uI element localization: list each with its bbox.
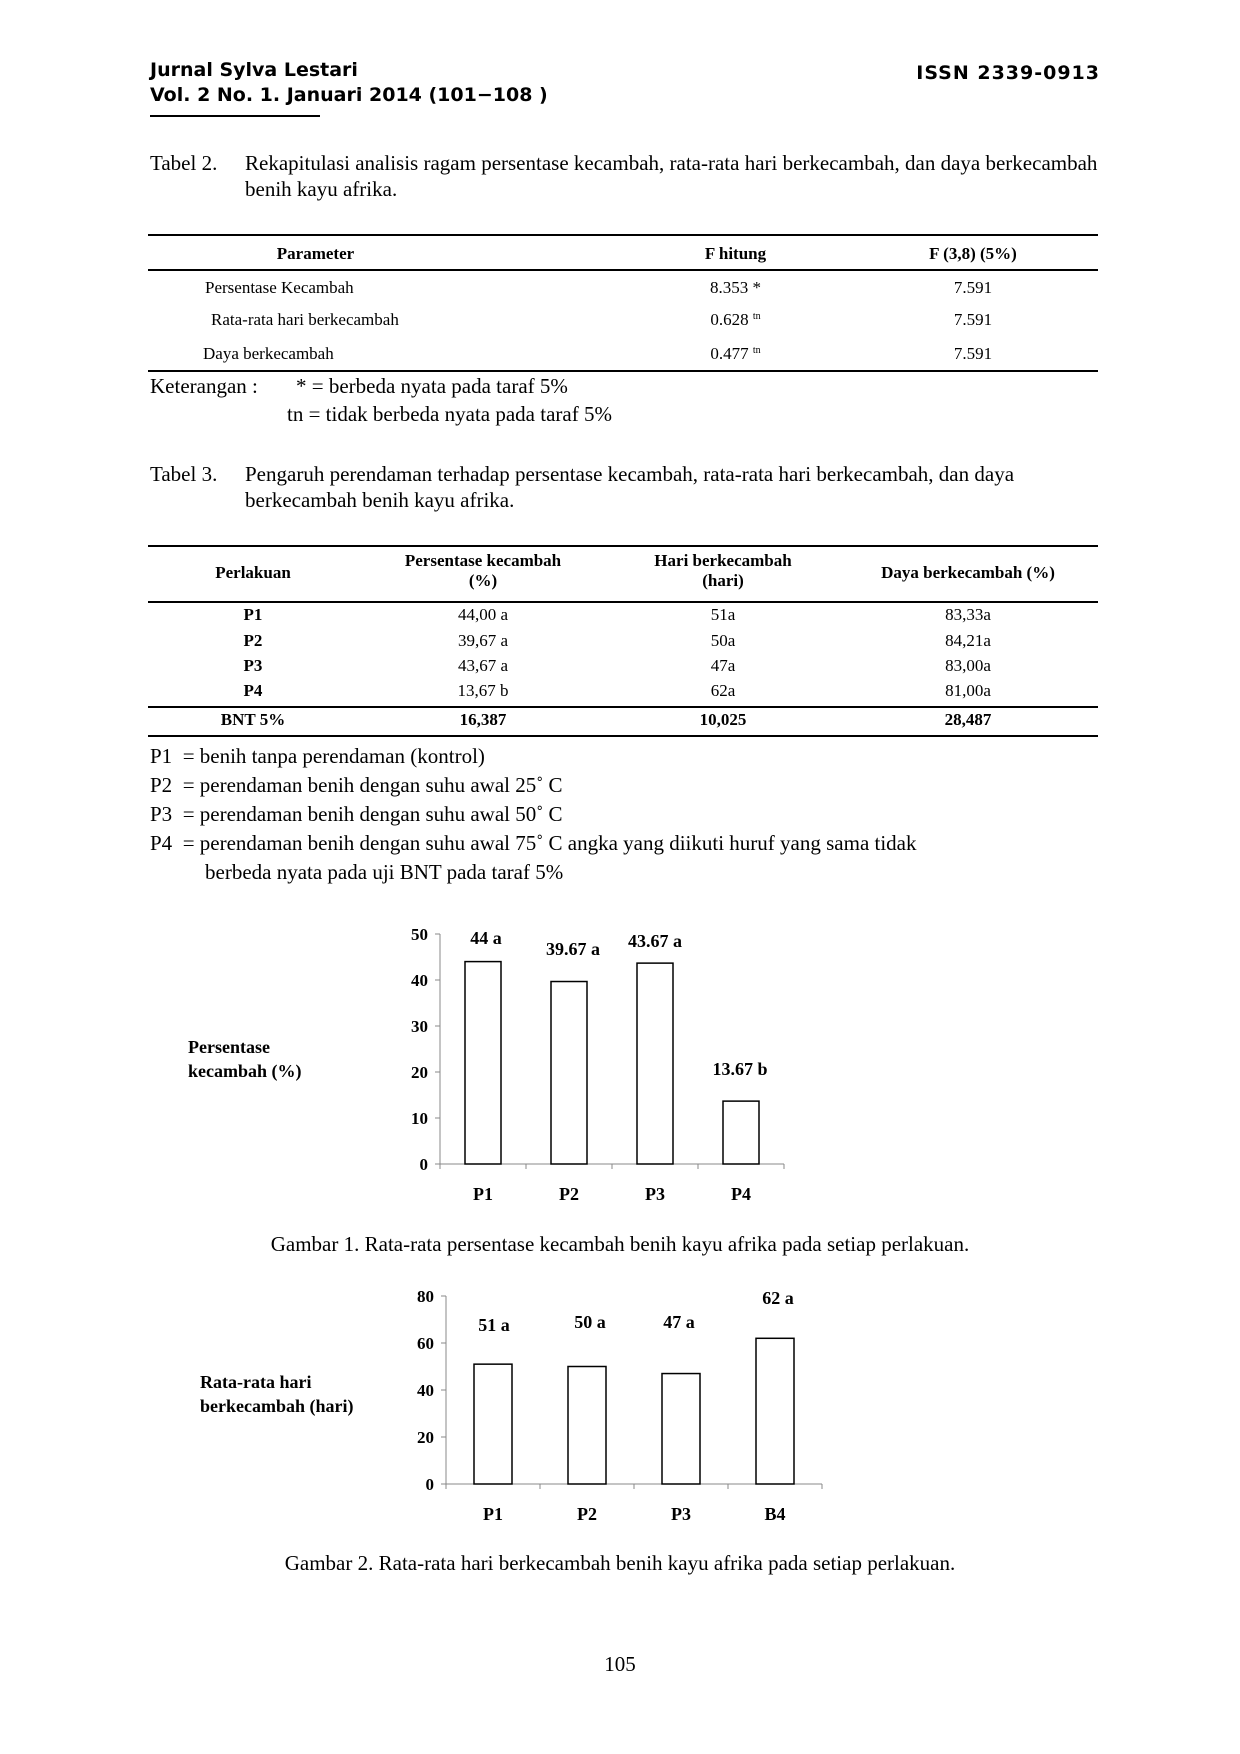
table2-row-ft: 7.591 (953, 278, 993, 297)
table-rule (148, 269, 1098, 271)
table3-row-persen: 13,67 b (457, 681, 509, 700)
legend-code: P4 (150, 831, 173, 855)
table-rule (148, 601, 1098, 603)
table2-f-value: 8.353 * (710, 278, 761, 297)
bar (756, 1338, 794, 1484)
table3-row-hari: 50a (710, 631, 736, 650)
bar (465, 962, 501, 1164)
legend-code: P3 (150, 802, 173, 826)
data-label: 13.67 b (712, 1059, 768, 1079)
table3-caption-text: Pengaruh perendaman terhadap persentase kecambah, rata-rata hari berkecambah, dan daya berkecambah benih kayu afrika. (245, 462, 1015, 512)
table3-row-p: P3 (243, 656, 263, 675)
table2-header-fhitung: F hitung (704, 244, 767, 263)
table3-header-daya: Daya berkecambah (%) (881, 563, 1055, 582)
legend-item (150, 771, 917, 800)
table2-f-value: 0.477 (710, 344, 749, 363)
table-rule (148, 234, 1098, 236)
bar (551, 982, 587, 1164)
y-tick-label: 80 (417, 1287, 434, 1306)
legend-text: = benih tanpa perendaman (kontrol) (182, 744, 485, 768)
table2-row-f (648, 310, 823, 330)
table-rule (148, 706, 1098, 708)
table3-header-perlakuan: Perlakuan (215, 563, 291, 582)
y-tick-label: 50 (411, 925, 428, 944)
table2 (148, 234, 1098, 374)
table2-row-param: Daya berkecambah (203, 344, 334, 363)
table2-f-value: 0.628 (710, 310, 749, 329)
table3-row-daya: 83,00a (945, 656, 991, 675)
table2-row-f (648, 344, 823, 364)
table3-row-hari: 51a (710, 605, 736, 624)
table3-row-daya: 81,00a (945, 681, 991, 700)
data-label: 47 a (663, 1312, 695, 1332)
table3-bnt-label: BNT 5% (220, 710, 286, 729)
header-line: Persentase kecambah (404, 551, 562, 570)
legend-code: P2 (150, 773, 173, 797)
table3-bnt-persen: 16,387 (459, 710, 507, 729)
y-tick-label: 40 (417, 1381, 434, 1400)
bar (723, 1101, 759, 1164)
table2-header-param: Parameter (276, 244, 355, 263)
y-axis-label: Rata-rata hari (200, 1372, 312, 1392)
x-tick-label: P3 (671, 1504, 691, 1524)
table3-bnt-daya: 28,487 (944, 710, 992, 729)
table3-header-persen (358, 551, 608, 591)
table2-caption (150, 150, 1110, 206)
y-tick-label: 20 (411, 1063, 428, 1082)
table3-row-persen: 39,67 a (457, 631, 509, 650)
y-tick-label: 40 (411, 971, 428, 990)
table3-row-p: P2 (243, 631, 263, 650)
bar (637, 963, 673, 1164)
table2-row-param: Rata-rata hari berkecambah (211, 310, 399, 329)
y-axis-label: Persentase (188, 1037, 270, 1057)
table3-row-hari: 62a (710, 681, 736, 700)
data-label: 39.67 a (546, 939, 600, 959)
issn: ISSN 2339-0913 (916, 62, 1100, 84)
table2-f-sup: tn (752, 345, 761, 356)
legend-continuation: berbeda nyata pada uji BNT pada taraf 5% (205, 860, 564, 884)
x-tick-label: P2 (577, 1504, 597, 1524)
table3-legend (150, 742, 917, 887)
table3-row-persen: 43,67 a (457, 656, 509, 675)
table2-row-f (648, 278, 823, 298)
table3-row-persen: 44,00 a (457, 605, 509, 624)
header-line: (%) (468, 571, 498, 590)
table3-row-p: P4 (243, 681, 263, 700)
legend-text: = perendaman benih dengan suhu awal 75˚ C angka yang diikuti huruf yang sama tidak (182, 831, 917, 855)
figure2-bar-chart (0, 1270, 1240, 1540)
y-tick-label: 60 (417, 1334, 434, 1353)
legend-code: P1 (150, 744, 173, 768)
table3-bnt-hari: 10,025 (699, 710, 747, 729)
table2-f-sup: tn (752, 311, 761, 322)
table3 (148, 545, 1098, 737)
journal-header (150, 58, 548, 108)
table2-caption-text: Rekapitulasi analisis ragam persentase kecambah, rata-rata hari berkecambah, dan daya berkecambah benih kayu afrika. (245, 151, 1098, 201)
table2-row-ft: 7.591 (953, 344, 993, 363)
header-underline (150, 115, 320, 117)
table-rule (148, 545, 1098, 547)
table2-label: Tabel 2. (150, 151, 218, 175)
figure2-caption: Gambar 2. Rata-rata hari berkecambah benih kayu afrika pada setiap perlakuan. (284, 1551, 956, 1575)
table3-header-hari (608, 551, 838, 591)
y-axis-label: berkecambah (hari) (200, 1396, 354, 1416)
legend-item (150, 829, 917, 858)
data-label: 43.67 a (628, 931, 682, 951)
data-label: 62 a (762, 1288, 794, 1308)
table2-row-ft: 7.591 (953, 310, 993, 329)
figure1-caption: Gambar 1. Rata-rata persentase kecambah benih kayu afrika pada setiap perlakuan. (270, 1232, 970, 1256)
y-tick-label: 0 (419, 1155, 428, 1174)
y-axis-label: kecambah (%) (188, 1061, 302, 1081)
table3-row-p: P1 (243, 605, 263, 624)
bar (662, 1374, 700, 1484)
table-rule (148, 370, 1098, 372)
table3-label: Tabel 3. (150, 462, 218, 486)
x-tick-label: P2 (559, 1184, 579, 1204)
y-tick-label: 0 (425, 1475, 434, 1494)
data-label: 51 a (478, 1315, 510, 1335)
bar (474, 1364, 512, 1484)
legend-text: = perendaman benih dengan suhu awal 50˚ C (182, 802, 563, 826)
table3-row-daya: 83,33a (945, 605, 991, 624)
table2-note-label: Keterangan : (150, 374, 258, 398)
table2-note2: tn = tidak berbeda nyata pada taraf 5% (287, 402, 612, 426)
x-tick-label: B4 (764, 1504, 786, 1524)
x-tick-label: P4 (731, 1184, 751, 1204)
legend-item (150, 742, 917, 771)
legend-item (150, 800, 917, 829)
table3-caption (150, 461, 1110, 517)
x-tick-label: P3 (645, 1184, 665, 1204)
header-line: (hari) (702, 571, 744, 590)
table2-row-param: Persentase Kecambah (205, 278, 354, 297)
table3-row-daya: 84,21a (945, 631, 991, 650)
legend-text: = perendaman benih dengan suhu awal 25˚ C (182, 773, 563, 797)
figure1-bar-chart (0, 920, 1240, 1220)
data-label: 44 a (470, 928, 502, 948)
table-rule (148, 735, 1098, 737)
journal-volume: Vol. 2 No. 1. Januari 2014 (101−108 ) (150, 84, 548, 106)
table2-header-ftable: F (3,8) (5%) (929, 244, 1017, 263)
table2-note1: * = berbeda nyata pada taraf 5% (296, 374, 568, 398)
y-tick-label: 10 (411, 1109, 428, 1128)
table3-row-hari: 47a (710, 656, 736, 675)
header-line: Hari berkecambah (654, 551, 792, 570)
y-tick-label: 20 (417, 1428, 434, 1447)
x-tick-label: P1 (483, 1504, 503, 1524)
x-tick-label: P1 (473, 1184, 493, 1204)
data-label: 50 a (574, 1312, 606, 1332)
y-tick-label: 30 (411, 1017, 428, 1036)
page-number: 105 (604, 1652, 636, 1676)
journal-title: Jurnal Sylva Lestari (150, 59, 358, 81)
bar (568, 1367, 606, 1485)
